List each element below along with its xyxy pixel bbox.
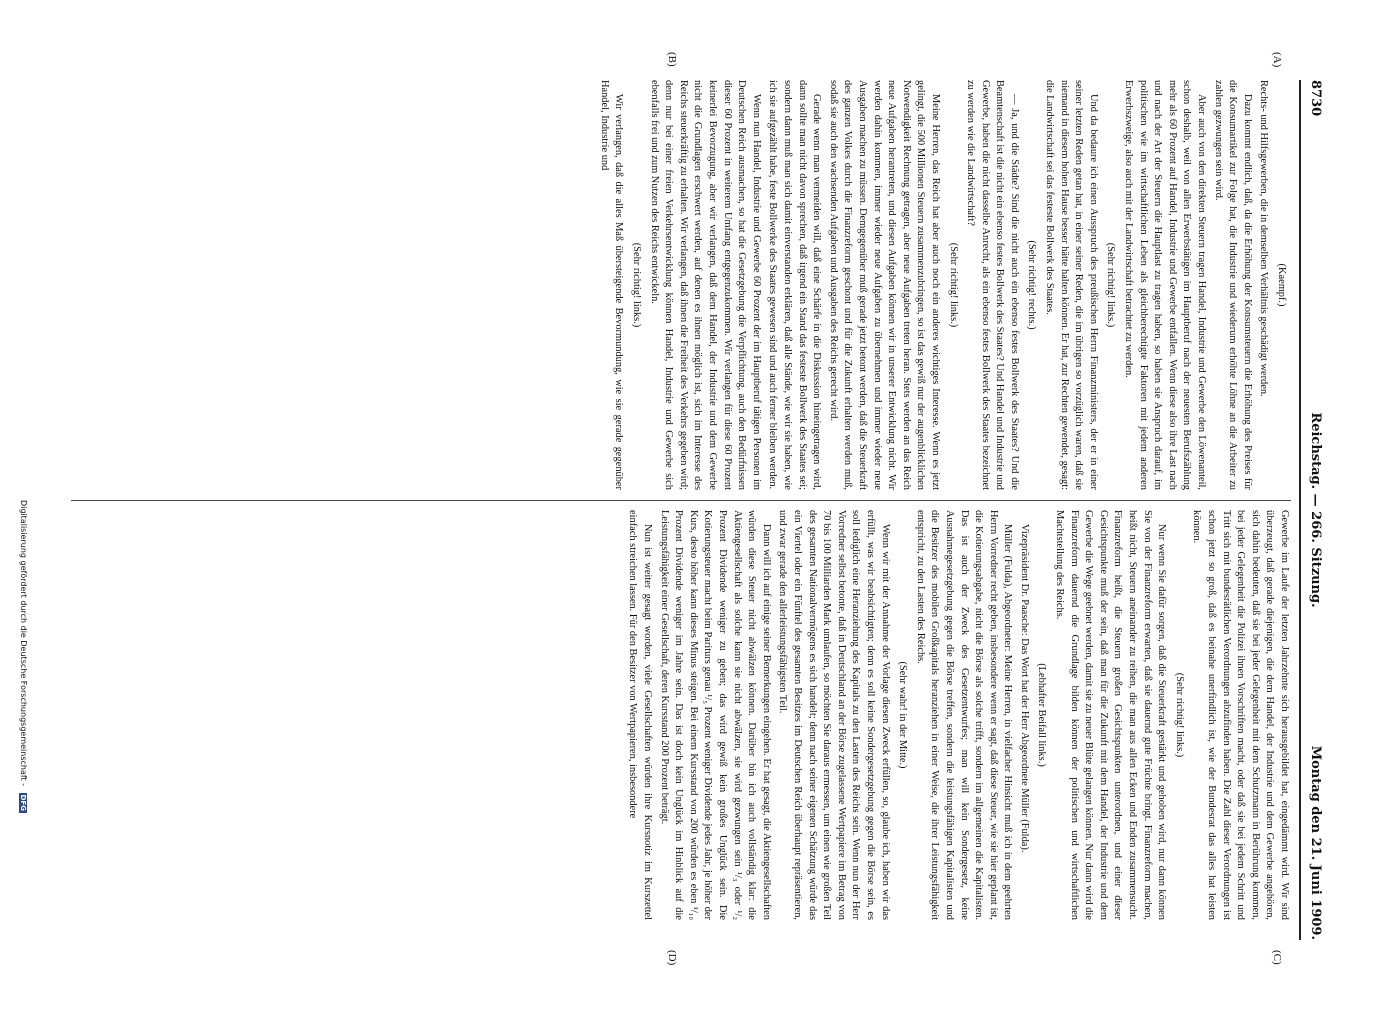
interjection: (Sehr richtig! links.) xyxy=(1173,672,1185,758)
dfg-logo: DFG xyxy=(19,794,27,811)
interjection: (Sehr richtig! links.) xyxy=(631,242,643,328)
paragraph: Rechts- und Hilfsgewerben, die in demselben Verhältnis geschädigt werden. xyxy=(1258,80,1270,397)
left-column xyxy=(71,80,1291,490)
column-divider xyxy=(71,500,1291,501)
margin-mark-a: (A) xyxy=(1271,52,1283,68)
paragraph: Wenn nun Handel, Industrie und Gewerbe 60 Prozent der im Hauptberuf tätigen Personen im Deutschen Reich ausmachen, so hat die Gesetzgebung die Verpflichtung, auch den Bedürfnissen dieser 60 Prozent in weiterem Umfang entgegenzukommen. Wir verlangen für diese 60 Prozent keinerlei Bevorzugung, aber wir verlangen, daß dem Handel, der Industrie und dem Gewerbe nicht die Grundlagen erschwert werden, auf denen es ihnen möglich ist, sich im Interesse des Reichs steuerkräftig zu erhalten. Wir verlangen, daß ihnen die Freiheit des Verkehrs gegeben wird; denn nur bei einer freien Verkehrsentwicklung können Handel, Industrie und Gewerbe sich ebenfalls frei und zum Nutzen des Reichs entwickeln. xyxy=(648,80,762,490)
paragraph: Wir verlangen, daß die alles Maß übersteigende Bevormundung, wie sie gerade gegenüber Handel, Industrie und xyxy=(598,80,625,490)
margin-mark-c: (C) xyxy=(1271,950,1283,965)
interjection: (Lebhafter Beifall links.) xyxy=(1036,663,1048,767)
page-header xyxy=(1299,80,1323,940)
interjection: (Sehr richtig! links.) xyxy=(947,242,959,328)
paragraph: Nun ist weiter gesagt worden, viele Gesellschaften würden ihre Kursnotiz im Kurszettel einfach streichen lassen. Für den Besitzer von Wertpapieren, insbesondere xyxy=(627,510,654,920)
margin-mark-b: (B) xyxy=(666,52,678,67)
paragraph: Aber auch von den direkten Steuern tragen Handel, Industrie und Gewerbe den Löwenanteil, schon deshalb, weil von allen Erwerbstätigen im Hauptberuf nach der neuesten Berufszählung mehr als 60 Prozent auf Handel, Industrie und Gewerbe entfallen. Wenn diese also ihre Last nach und nach der Art der Steuern die Hauptlast zu tragen haben, so haben sie Anspruch darauf, im politischen wie im wirtschaftlichen Leben als gleichberechtigte Faktoren mit jedem anderen Erwerbszweige, also auch mit der Landwirtschaft betrachtet zu werden. xyxy=(1123,80,1208,490)
footer-text: Digitalisierung gefördert durch die Deutsche Forschungsgemeinschaft - xyxy=(19,500,28,787)
right-column xyxy=(71,510,1291,920)
paragraph: Dann will ich auf einige seiner Bemerkungen eingehen. Er hat gesagt, die Aktiengesellschaften würden diese Steuer nicht abwälzen können. Darüber bin ich auch vollständig klar: die Aktiengesellschaft als solche kann sie nicht abwälzen, sie wird gezwungen sein ¹/₃ oder ¹/₂ Prozent Dividende weniger zu geben; das wird gewiß kein großes Unglück sein. Die Kotierungsteuer macht beim Pariturs genau ¹/₅ Prozent weniger Dividende jedes Jahr, je höher der Kurs, desto höher kann dieses Minus steigen. Bei einem Kursstand von 200 würden es eben ¹/₁₀ Prozent Dividende weniger im Jahre sein. Das ist doch kein Unglück im Hinblick auf die Leistungsfähigkeit einer Gesellschaft, deren Kursstand 200 Prozent beträgt. xyxy=(658,510,772,920)
paragraph: Vizepräsident Dr. Paasche: Das Wort hat der Herr Abgeordnete Müller (Fulda). xyxy=(1018,524,1030,853)
paragraph: Müller (Fulda), Abgeordneter: Meine Herren, in vielfacher Hinsicht muß ich in dem geehrten Herrn Vorredner recht geben, insbesondere wenn er sagt, daß diese Steuer, wie sie hier geplant ist, die Kotierungsabgabe, nicht die Börse als solche trifft, sondern im allgemeinen die Kapitalisten. Das ist auch der Zweck des Gesetzentwurfes; man will kein Sondergesetz, keine Ausnahmegesetzgebung gegen die Börse treffen, sondern die leistungsfähigen Kapitalisten und die Besitzer des mobilen Großkapitals heranziehen in einer Weise, die ihrer Leistungsfähigkeit entspricht, zu den Lasten des Reichs. xyxy=(914,510,1014,920)
paragraph: Meine Herren, das Reich hat aber auch noch ein anderes wichtiges Interesse. Wenn es jetzt gelingt, die 500 Millionen Steuern zusammenzubringen, so ist das gewiß nur der augenblicklichen Notwendigkeit Rechnung getragen, aber neue Aufgaben treten heran. Stets werden an das Reich neue Aufgaben herantreten, und diesen Aufgaben können wir in unserer Entwicklung nicht. Wir werden dahin kommen, immer wieder neue Aufgaben zu übernehmen und immer wieder neue Ausgaben machen zu müssen. Demgegenüber muß gerade jetzt betont werden, daß die Steuerkraft des ganzen Volkes durch die Finanzreform geschont und für die Zukunft erhalten werden muß, sodaß sie auch den wachsenden Aufgaben und Ausgaben des Reichs gerecht wird. xyxy=(827,80,941,490)
paragraph: Und da bedaure ich einen Ausspruch des preußischen Herrn Finanzministers, der er in einer seiner letzten Reden getan hat, in einer seiner Reden, die im übrigen so vorzüglich waren, daß sie niemand in diesem hohen Hause besser hätte halten können. Er hat, zur Rechten gewendet, gesagt: die Landwirtschaft sei das festeste Bollwerk des Staates. xyxy=(1044,80,1099,490)
paragraph: Wenn wir mit der Annahme der Vorlage diesen Zweck erfüllen, so, glaube ich, haben wir das erfüllt, was wir beabsichtigten; denn es soll keine Sondergesetzgebung gegen die Börse sein, es soll lediglich eine Heranziehung des Kapitals zu den Lasten des Reichs sein. Wenn nun der Herr Vorredner selbst betonte, daß in Deutschland an der Börse zugelassene Wertpapiere im Betrag von 70 bis 100 Milliarden Mark umlaufen, so möchten Sie daraus ermessen, um einen wie großen Teil des gesamten Nationalvermögens es sich handelt; denn nach seiner eigenen Schätzung würde das ein Viertel oder ein Fünftel des gesamten Besitzes im Deutschen Reich überhaupt repräsentieren, und zwar gerade den allerleistungsfähigsten Teil. xyxy=(777,510,891,920)
paragraph: Dazu kommt endlich, daß, da die Erhöhung der Konsumsteuern die Erhöhung des Preises für die Konsumartikel zur Folge hat, die Industrie und wiederum erhöhte Löhne an die Arbeiter zu zahlen gezwungen sein wird. xyxy=(1212,80,1253,490)
interjection: (Sehr wahr! in der Mitte.) xyxy=(897,661,909,769)
paragraph: Nur wenn Sie dafür sorgen, daß die Steuerkraft gestärkt und gehoben wird, nur dann können Sie von der Finanzreform erwarten, daß sie dauernd gute Früchte bringt. Finanzreform machen, heißt nicht, Steuern aneinander zu reihen, die man aus allen Ecken und Enden zusammensucht. Finanzreform heißt, die Steuern großen Gesichtspunkten unterordnen, und einer dieser Gesichtspunkte muß der sein, daß man für die Zukunft mit dem Handel, der Industrie und dem Gewerbe die Wege geebnet werden, damit sie zu neuer Blüte gelangen können. Nur dann wird die Finanzreform dauernd die Grundlage bilden können der politischen und wirtschaftlichen Machtstellung des Reichs. xyxy=(1054,510,1168,920)
paragraph: Gewerbe im Laufe der letzten Jahrzehnte sich herausgebildet hat, eingedämmt wird. Wir sind überzeugt, daß gerade diejenigen, die dem Handel, der Industrie und dem Gewerbe angehören, sich dahin bedeuten, daß sie bei jeder Gelegenheit mit dem Schutzmann in Berührung kommen, bei jeder Gelegenheit die Polizei ihnen Vorschriften macht, oder daß sie bei jedem Schritt und Tritt sich mit bundesrätlichen Verordnungen abzufinden haben. Die Zahl dieser Verordnungen ist schon jetzt so groß, daß es beinahe unerfindlich ist, wie der Bundesrat das alles hat leisten können. xyxy=(1191,510,1290,920)
digitization-footer xyxy=(8,500,28,1020)
header-date: Montag den 21. Juni 1909. xyxy=(1308,745,1323,940)
speaker-note: (Kaempf.) xyxy=(1276,263,1287,307)
interjection: (Sehr richtig! links.) xyxy=(1105,242,1117,328)
paragraph: — Ja, und die Städte? Sind die nicht auch ein ebenso festes Bollwerk des Staates? Und die Beamtenschaft ist die nicht ein ebenso festes Bollwerk des Staates? Und Handel und Industrie und Gewerbe, haben die nicht dasselbe Anrecht, als ein ebenso festes Bollwerk des Staates bezeichnet zu werden wie die Landwirtschaft? xyxy=(965,80,1020,490)
header-title: Reichstag. — 266. Sitzung. xyxy=(1308,412,1323,608)
paragraph: Gerade wenn man vermeiden will, daß eine Schärfe in die Diskussion hineingetragen wird, dann sollte man nicht davon sprechen, daß irgend ein Stand das festeste Bollwerk des Staates sei; sondern dann muß man sich damit einverstanden erklären, daß alle Stände, wie wir sie haben, wie ich sie aufgezählt habe, feste Bollwerke des Staates gewesen sind und auch ferner bleiben werden. xyxy=(767,80,823,490)
interjection: (Sehr richtig! rechts.) xyxy=(1026,240,1038,330)
page-number: 8730 xyxy=(1308,80,1323,117)
margin-mark-d: (D) xyxy=(666,950,678,966)
